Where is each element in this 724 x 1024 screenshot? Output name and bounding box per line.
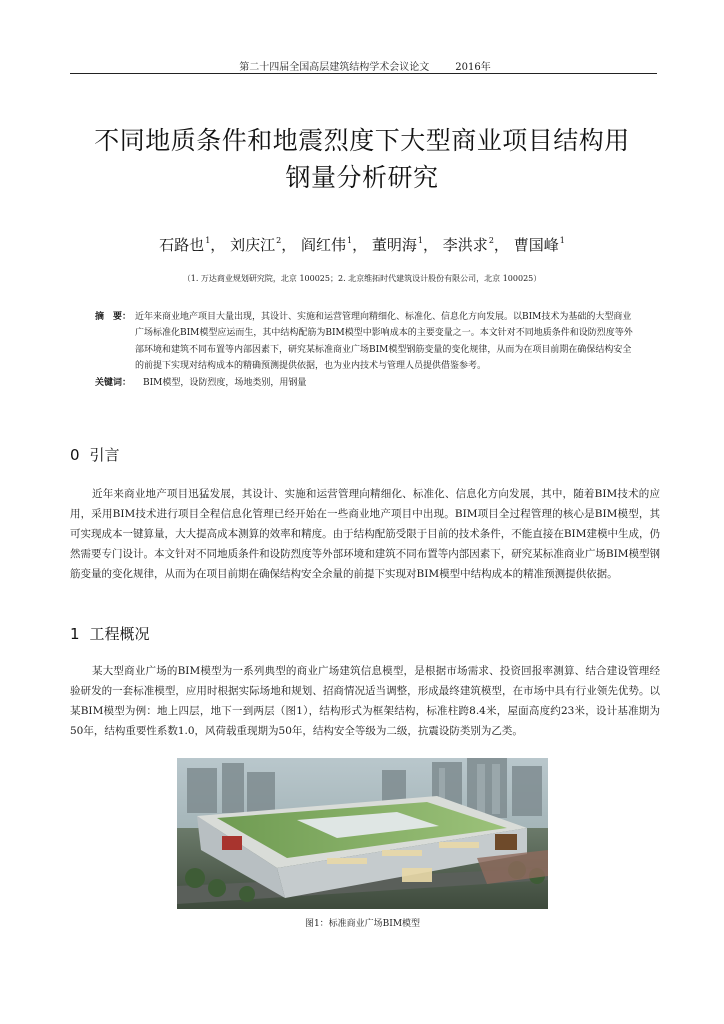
- conference-year: 2016年: [455, 62, 491, 73]
- header-rule: [70, 73, 657, 74]
- figure-caption: 图1：标准商业广场BIM模型: [304, 919, 421, 929]
- paper-title: [60, 122, 664, 196]
- keywords-text: BIM模型，设防烈度，场地类别，用钢量: [143, 378, 307, 389]
- abstract-label: 摘 要：: [95, 312, 132, 322]
- section-heading-overview: 1 工程概况: [70, 625, 150, 643]
- running-header: [70, 58, 660, 73]
- title-line-2: 钢量分析研究: [285, 163, 439, 192]
- keywords-label: 关键词：: [95, 378, 132, 389]
- section-heading-intro: 0 引言: [70, 446, 120, 464]
- author: 李洪求$^2$，: [442, 236, 509, 254]
- author: 董明海$^1$，: [371, 236, 439, 254]
- title-line-1: 不同地质条件和地震烈度下大型商业项目结构用: [94, 126, 630, 155]
- mall-aerial-image: [177, 758, 548, 909]
- intro-paragraph: 近年来商业地产项目迅猛发展，其设计、实施和运营管理向精细化、标准化、信息化方向发展，其中，随着BIM技术的应用，采用BIM技术进行项目全程信息化管理已经开始在一些商业地产项目中出现。BIM项目全过程管理的核心是BIM模型，其可实现成本一键算量，大大提高成本测算的效率和精度。由于结构配筋受限于目前的技术条件，不能直接在BIM建模中生成，仍然需要专门设计。本文针对不同地质条件和设防烈度等外部环境和建筑不同布置等内部因素下，研究某标准商业广场BIM模型钢筋变量的变化规律，从而为在项目前期在确保结构安全余量的前提下实现对BIM模型中结构成本的精准预测提供依据。: [70, 488, 660, 580]
- abstract-block: [95, 309, 635, 391]
- bim-model-rendering: [177, 758, 548, 909]
- author: 阎红伟$^1$，: [300, 236, 368, 254]
- overview-paragraph: 某大型商业广场的BIM模型为一系列典型的商业广场建筑信息模型，是根据市场需求、投资回报率测算、结合建设管理经验研发的一套标准模型，应用时根据实际场地和规划、招商情况适当调整，形成最终建筑模型，在市场中具有行业领先优势。以某BIM模型为例：地上四层，地下一到两层（图1），结构形式为框架结构，标准柱跨8.4米，屋面高度约23米，设计基准期为50年，结构重要性系数1.0，风荷载重现期为50年，结构安全等级为二级，抗震设防类别为乙类。: [70, 665, 660, 737]
- affiliation: （1. 万达商业规划研究院，北京 100025；2. 北京维拓时代建筑设计股份有限公司，北京 100025）: [182, 274, 542, 283]
- author-list: [60, 234, 664, 255]
- author: 曹国峰$^1$: [513, 236, 565, 254]
- conference-name: 第二十四届全国高层建筑结构学术会议论文: [239, 62, 430, 73]
- author: 刘庆江$^2$，: [230, 236, 297, 254]
- abstract-text: 近年来商业地产项目大量出现，其设计、实施和运营管理向精细化、标准化、信息化方向发展。以BIM技术为基础的大型商业广场标准化BIM模型应运而生，其中结构配筋为BIM模型中影响成本的主要变量之一。本文针对不同地质条件和设防烈度等外部环境和建筑不同布置等内部因素下，研究某标准商业广场BIM模型钢筋变量的变化规律，从而为在项目前期在确保结构安全的前提下实现对结构成本的精确预测提供依据，也为业内技术与管理人员提供借鉴参考。: [135, 312, 633, 371]
- author: 石路也$^1$，: [159, 236, 226, 254]
